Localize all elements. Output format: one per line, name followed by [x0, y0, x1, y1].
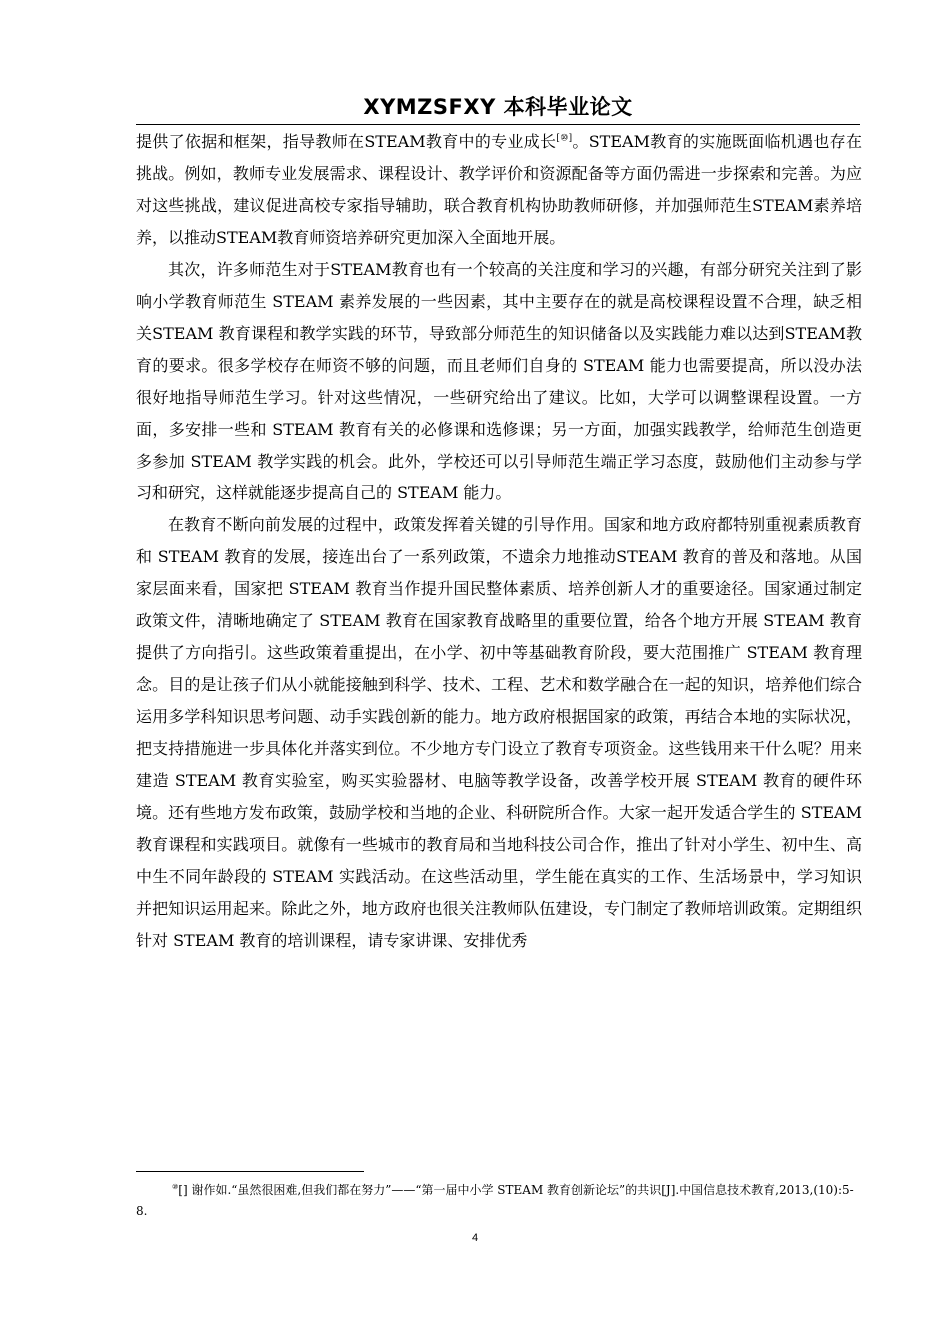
- footnote: [136, 1180, 862, 1222]
- footnote-marker: ⑩: [172, 1183, 179, 1191]
- footnote-divider: [136, 1171, 364, 1172]
- footnote-text: [] 谢作如.“虽然很困难,但我们都在努力”——“第一届中小学 STEAM 教育创新论坛”的共识[J].中国信息技术教育,2013,(10):5-8.: [136, 1183, 854, 1218]
- paragraph-1: [136, 126, 862, 254]
- citation-marker[interactable]: [⑩]: [556, 133, 573, 144]
- paragraph-2: 其次，许多师范生对于STEAM教育也有一个较高的关注度和学习的兴趣，有部分研究关注到了影响小学教育师范生 STEAM 素养发展的一些因素，其中主要存在的就是高校课程设置不合理，缺乏相关STEAM 教育课程和教学实践的环节，导致部分师范生的知识储备以及实践能力难以达到STEAM教育的要求。很多学校存在师资不够的问题，而且老师们自身的 STEAM 能力也需要提高，所以没办法很好地指导师范生学习。针对这些情况，一些研究给出了建议。比如，大学可以调整课程设置。一方面，多安排一些和 STEAM 教育有关的必修课和选修课；另一方面，加强实践教学，给师范生创造更多参加 STEAM 教学实践的机会。此外，学校还可以引导师范生端正学习态度，鼓励他们主动参与学习和研究，这样就能逐步提高自己的 STEAM 能力。: [136, 259, 862, 503]
- page-number: 4: [471, 1232, 479, 1244]
- paragraph-1-end: 。STEAM教育的实施既面临机遇也存在挑战。例如，教师专业发展需求、课程设计、教学评价和资源配备等方面仍需进一步探索和完善。为应对这些挑战，建议促进高校专家指导辅助，联合教育机构协助教师研修，并加强师范生STEAM素养培养，以推动STEAM教育师资培养研究更加深入全面地开展。: [136, 132, 862, 247]
- paragraph-1-start: 提供了依据和框架，指导教师在STEAM教育中的专业成长: [136, 132, 557, 151]
- paragraph-3: 在教育不断向前发展的过程中，政策发挥着关键的引导作用。国家和地方政府都特别重视素质教育和 STEAM 教育的发展，接连出台了一系列政策，不遗余力地推动STEAM 教育的普及和落地。从国家层面来看，国家把 STEAM 教育当作提升国民整体素质、培养创新人才的重要途径。国家通过制定政策文件，清晰地确定了 STEAM 教育在国家教育战略里的重要位置，给各个地方开展 STEAM 教育提供了方向指引。这些政策着重提出，在小学、初中等基础教育阶段，要大范围推广 STEAM 教育理念。目的是让孩子们从小就能接触到科学、技术、工程、艺术和数学融合在一起的知识，培养他们综合运用多学科知识思考问题、动手实践创新的能力。地方政府根据国家的政策，再结合本地的实际状况，把支持措施进一步具体化并落实到位。不少地方专门设立了教育专项资金。这些钱用来干什么呢？用来建造 STEAM 教育实验室，购买实验器材、电脑等教学设备，改善学校开展 STEAM 教育的硬件环境。还有些地方发布政策，鼓励学校和当地的企业、科研院所合作。大家一起开发适合学生的 STEAM 教育课程和实践项目。就像有一些城市的教育局和当地科技公司合作，推出了针对小学生、初中生、高中生不同年龄段的 STEAM 实践活动。在这些活动里，学生能在真实的工作、生活场景中，学习知识并把知识运用起来。除此之外，地方政府也很关注教师队伍建设，专门制定了教师培训政策。定期组织针对 STEAM 教育的培训课程，请专家讲课、安排优秀: [136, 515, 862, 950]
- header-divider: [136, 124, 860, 125]
- main-text: [136, 126, 862, 957]
- running-header: XYMZSFXY 本科毕业论文: [363, 95, 633, 119]
